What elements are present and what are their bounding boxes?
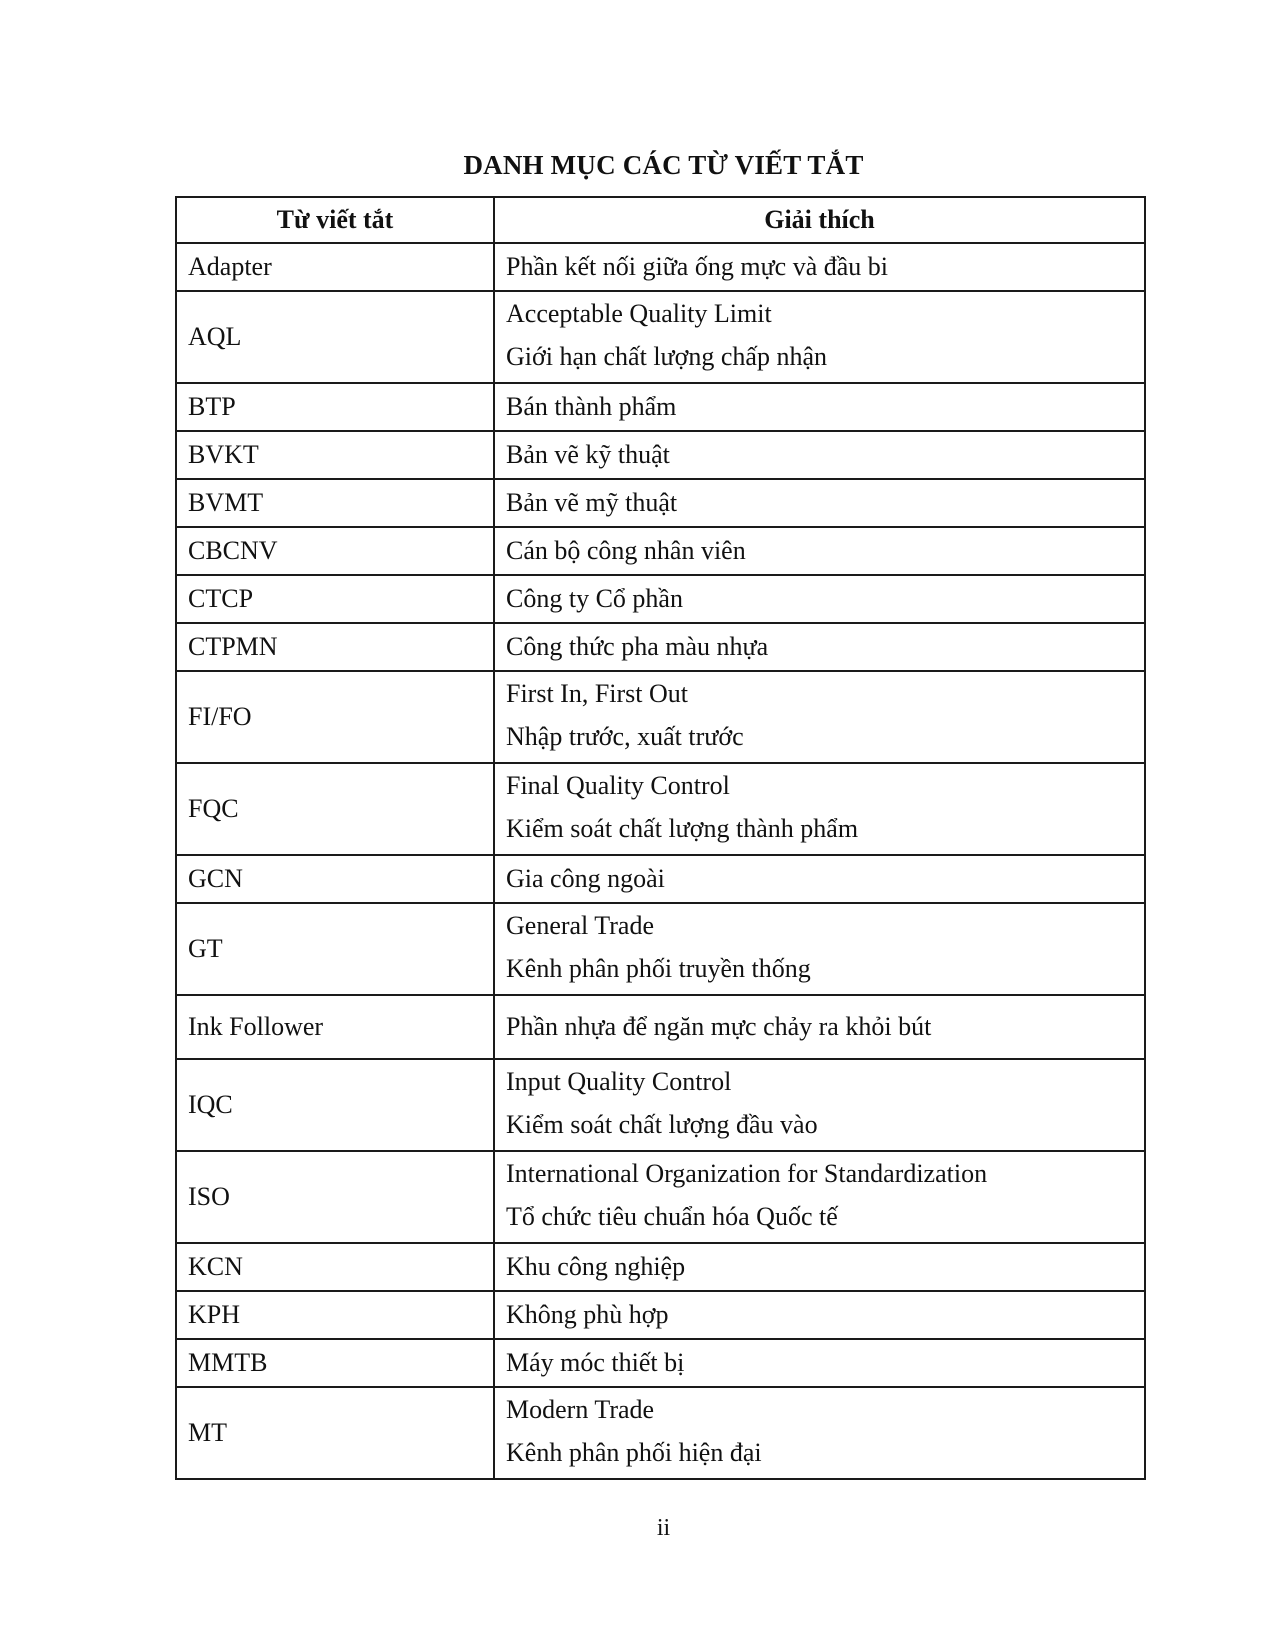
table-header-row (176, 197, 1145, 243)
explanation-line: Nhập trước, xuất trước (506, 722, 744, 751)
explanation-cell (494, 903, 1145, 995)
abbreviation-cell: IQC (176, 1059, 494, 1151)
explanation-cell (494, 383, 1145, 431)
explanation-line: Kênh phân phối truyền thống (506, 954, 811, 983)
explanation-cell (494, 291, 1145, 383)
explanation-cell (494, 431, 1145, 479)
explanation-cell (494, 855, 1145, 903)
explanation-cell (494, 1387, 1145, 1479)
table-row (176, 479, 1145, 527)
table-row (176, 763, 1145, 855)
abbreviation-cell: MMTB (176, 1339, 494, 1387)
abbreviation-cell: GT (176, 903, 494, 995)
explanation-line: Cán bộ công nhân viên (506, 536, 746, 565)
explanation-cell (494, 623, 1145, 671)
table-row (176, 671, 1145, 763)
explanation-cell (494, 1151, 1145, 1243)
table-row (176, 995, 1145, 1059)
abbreviation-cell: CTPMN (176, 623, 494, 671)
explanation-cell (494, 763, 1145, 855)
explanation-cell (494, 243, 1145, 291)
explanation-cell (494, 1339, 1145, 1387)
explanation-cell (494, 995, 1145, 1059)
explanation-line: Modern Trade (506, 1395, 655, 1424)
table-row (176, 1243, 1145, 1291)
header-explanation: Giải thích (494, 197, 1145, 243)
abbreviation-cell: Adapter (176, 243, 494, 291)
table-row (176, 431, 1145, 479)
page-title: DANH MỤC CÁC TỪ VIẾT TẮT (463, 150, 864, 180)
explanation-cell (494, 479, 1145, 527)
explanation-line: Bản vẽ kỹ thuật (506, 440, 670, 469)
explanation-line: Gia công ngoài (506, 864, 665, 893)
header-abbreviation: Từ viết tắt (176, 197, 494, 243)
explanation-cell (494, 671, 1145, 763)
abbreviation-cell: KPH (176, 1291, 494, 1339)
explanation-line: Kiểm soát chất lượng thành phẩm (506, 814, 859, 843)
table-row (176, 623, 1145, 671)
table-body (176, 243, 1145, 1479)
table-row (176, 1059, 1145, 1151)
explanation-line: Không phù hợp (506, 1300, 669, 1329)
explanation-cell (494, 1059, 1145, 1151)
abbreviation-cell: KCN (176, 1243, 494, 1291)
explanation-cell (494, 1243, 1145, 1291)
table-row (176, 527, 1145, 575)
explanation-line: Tổ chức tiêu chuẩn hóa Quốc tế (506, 1202, 838, 1231)
table-row (176, 243, 1145, 291)
explanation-line: Kiểm soát chất lượng đầu vào (506, 1110, 818, 1139)
abbreviation-cell: CTCP (176, 575, 494, 623)
explanation-line: Bản vẽ mỹ thuật (506, 488, 678, 517)
abbreviation-cell: CBCNV (176, 527, 494, 575)
table-row (176, 855, 1145, 903)
explanation-line: Công thức pha màu nhựa (506, 632, 769, 661)
abbreviation-cell: BTP (176, 383, 494, 431)
explanation-line: Công ty Cổ phần (506, 584, 683, 613)
explanation-line: Giới hạn chất lượng chấp nhận (506, 342, 828, 371)
abbreviation-cell: MT (176, 1387, 494, 1479)
explanation-cell (494, 527, 1145, 575)
abbreviation-cell: FQC (176, 763, 494, 855)
explanation-line: International Organization for Standardization (506, 1159, 988, 1188)
abbreviation-cell: FI/FO (176, 671, 494, 763)
table-row (176, 383, 1145, 431)
abbreviation-cell: AQL (176, 291, 494, 383)
explanation-line: Bán thành phẩm (506, 392, 677, 421)
table-row (176, 1339, 1145, 1387)
abbreviation-cell: ISO (176, 1151, 494, 1243)
explanation-line: Input Quality Control (506, 1067, 732, 1096)
page-number: ii (656, 1515, 671, 1541)
explanation-line: Máy móc thiết bị (506, 1348, 685, 1377)
abbreviation-cell: BVKT (176, 431, 494, 479)
table-row (176, 1291, 1145, 1339)
table-row (176, 1151, 1145, 1243)
explanation-cell (494, 575, 1145, 623)
table-row (176, 903, 1145, 995)
explanation-line: First In, First Out (506, 679, 689, 708)
explanation-cell (494, 1291, 1145, 1339)
table-row (176, 1387, 1145, 1479)
explanation-line: Kênh phân phối hiện đại (506, 1438, 762, 1467)
abbreviation-cell: Ink Follower (176, 995, 494, 1059)
explanation-line: Phần nhựa để ngăn mực chảy ra khỏi bút (506, 1012, 932, 1041)
abbreviation-cell: GCN (176, 855, 494, 903)
table-row (176, 291, 1145, 383)
explanation-line: Phần kết nối giữa ống mực và đầu bi (506, 252, 889, 281)
table-row (176, 575, 1145, 623)
explanation-line: Khu công nghiệp (506, 1252, 686, 1281)
abbreviation-table (175, 196, 1146, 1480)
explanation-line: General Trade (506, 911, 655, 940)
explanation-line: Final Quality Control (506, 771, 730, 800)
abbreviation-cell: BVMT (176, 479, 494, 527)
explanation-line: Acceptable Quality Limit (506, 299, 772, 328)
